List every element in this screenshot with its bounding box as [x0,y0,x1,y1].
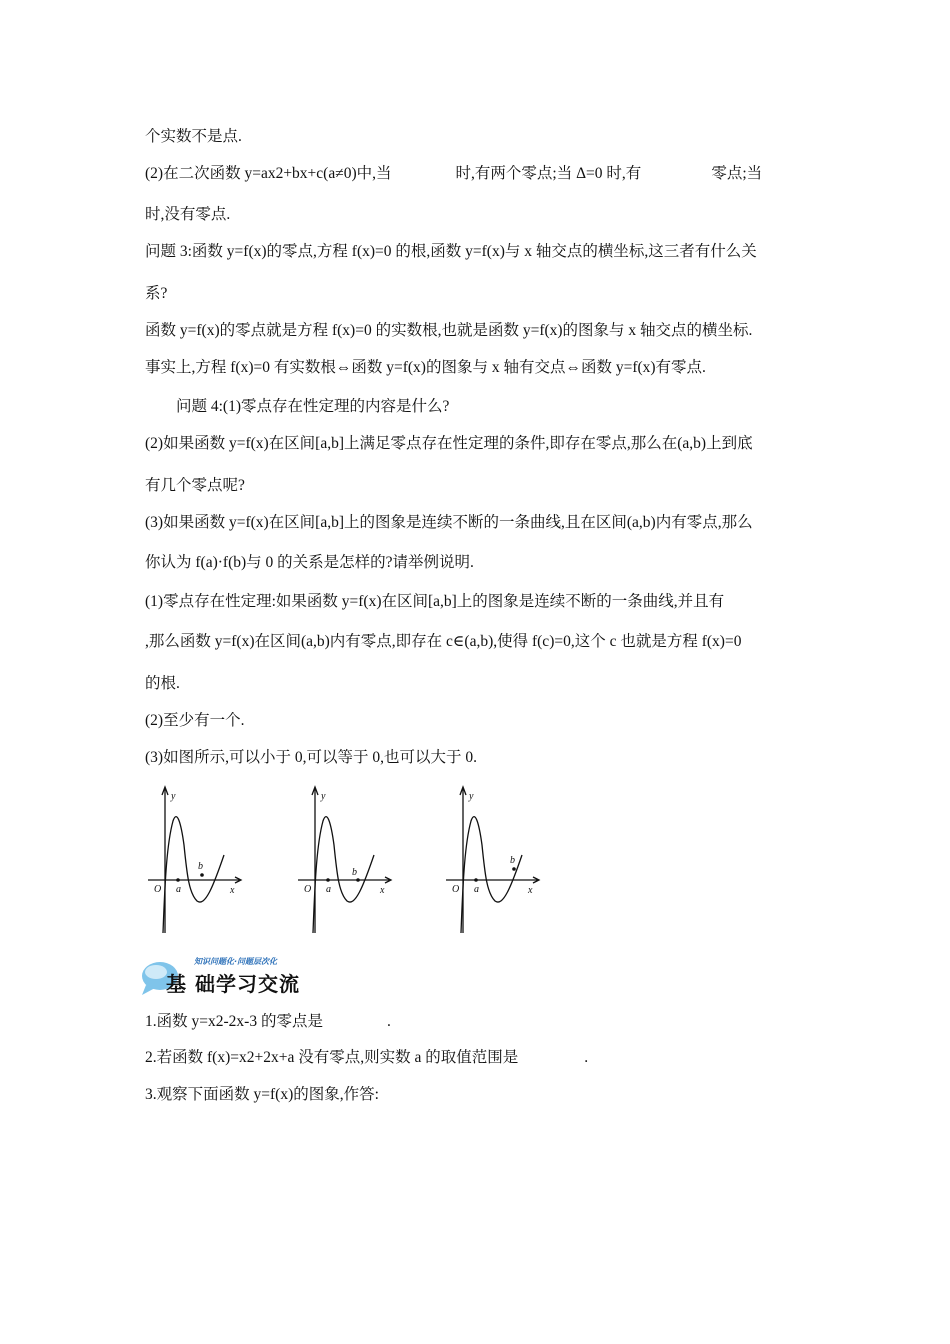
text-line: 系? [145,285,168,302]
text-line: (3)如果函数 y=f(x)在区间[a,b]上的图象是连续不断的一条曲线,且在区间(a,b)内有零点,那么 [145,514,753,531]
function-graph-3 [444,783,544,938]
text-line: 有几个零点呢? [145,477,245,494]
exercise-3: 3.观察下面函数 y=f(x)的图象,作答: [145,1086,379,1103]
exercise-2 [145,1048,588,1068]
function-graph-1 [146,783,246,938]
b-label: b [510,855,515,866]
x-axis-label: x [380,885,385,896]
x-axis-label: x [528,885,533,896]
exercise-text: . [584,1049,589,1066]
text-line: 你认为 f(a)·f(b)与 0 的关系是怎样的?请举例说明. [145,554,474,571]
text-line: 个实数不是点. [145,128,242,145]
text-line: (2)至少有一个. [145,712,245,729]
text-line: 事实上,方程 f(x)=0 有实数根⇔函数 y=f(x)的图象与 x 轴有交点⇔函数 y=f(x)有零点. [145,359,706,376]
a-label: a [326,884,331,895]
text-segment: 零点;当 [711,165,763,182]
banner-title: 基 础学习交流 [166,972,300,996]
origin-label: O [154,884,162,895]
y-axis-label: y [171,791,176,802]
text-segment: 时,有两个零点;当 Δ=0 时,有 [455,165,642,182]
question-3: 问题 3:函数 y=f(x)的零点,方程 f(x)=0 的根,函数 y=f(x)与 x 轴交点的横坐标,这三者有什么关 [145,243,757,260]
text-line: 函数 y=f(x)的零点就是方程 f(x)=0 的实数根,也就是函数 y=f(x)的图象与 x 轴交点的横坐标. [145,322,753,339]
a-label: a [474,884,479,895]
y-axis-label: y [321,791,326,802]
a-label: a [176,884,181,895]
text-line: 时,没有零点. [145,206,231,223]
section-banner [140,956,330,998]
text-line: (2)如果函数 y=f(x)在区间[a,b]上满足零点存在性定理的条件,即存在零点,那么在(a,b)上到底 [145,435,753,452]
graph-svg [296,783,396,938]
origin-label: O [304,884,312,895]
function-graph-2 [296,783,396,938]
banner-subtitle: 知识问题化·问题层次化 [194,957,278,966]
exercise-1 [145,1012,391,1032]
y-axis-label: y [469,791,474,802]
text-line: ,那么函数 y=f(x)在区间(a,b)内有零点,即存在 c∈(a,b),使得 f(c)=0,这个 c 也就是方程 f(x)=0 [145,633,742,650]
b-label: b [198,861,203,872]
text-line: (3)如图所示,可以小于 0,可以等于 0,也可以大于 0. [145,749,477,766]
graph-svg [146,783,246,938]
exercise-text: 2.若函数 f(x)=x2+2x+a 没有零点,则实数 a 的取值范围是 [145,1049,519,1066]
exercise-text: 1.函数 y=x2-2x-3 的零点是 [145,1013,323,1030]
graph-svg [444,783,544,938]
origin-label: O [452,884,460,895]
x-axis-label: x [230,885,235,896]
text-segment: (2)在二次函数 y=ax2+bx+c(a≠0)中,当 [145,165,392,182]
b-label: b [352,867,357,878]
question-4: 问题 4:(1)零点存在性定理的内容是什么? [176,398,450,415]
exercise-text: . [386,1013,391,1030]
text-line-q2 [145,164,762,184]
text-line: (1)零点存在性定理:如果函数 y=f(x)在区间[a,b]上的图象是连续不断的一条曲线,并且有 [145,593,725,610]
text-line: 的根. [145,675,180,692]
